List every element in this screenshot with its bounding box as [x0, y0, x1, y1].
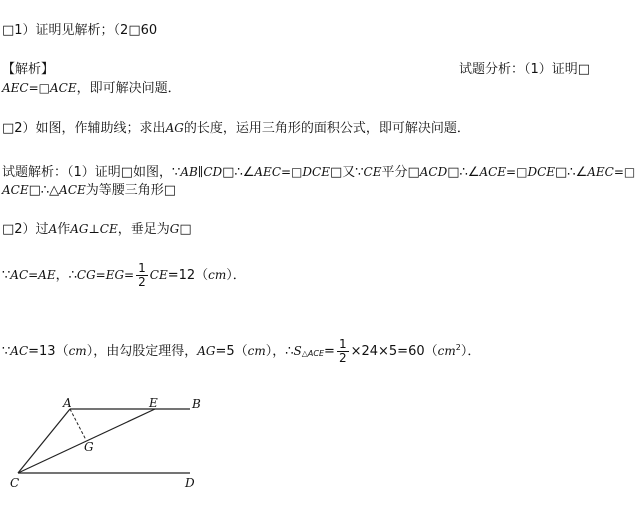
solution-math: AG⊥CE — [70, 222, 118, 236]
solution-text: □∴∠ — [555, 165, 588, 180]
answer-text: □1）证明见解析；（2□60 — [2, 23, 158, 38]
solution-text: 试题解析：（1）证明□如图，∵ — [2, 165, 181, 180]
solution-math: AEC=□DCE — [254, 165, 330, 179]
fraction-numerator: 1 — [138, 261, 146, 275]
solution-text: □∴∠ — [447, 165, 480, 180]
solution-text: □∴∠ — [222, 165, 255, 180]
solution-text: ，∴ — [55, 268, 77, 283]
label-c: C — [10, 476, 20, 490]
solution-math: CE — [149, 268, 168, 282]
hint-text: ，即可解决问题． — [76, 81, 181, 96]
solution-text: ），∴ — [265, 344, 294, 359]
solution-text: ，垂足为 — [117, 222, 170, 237]
solution-text: ×24×5=60（ — [350, 344, 438, 359]
solution-math: AG — [197, 344, 216, 358]
solution-text: 作 — [57, 222, 71, 237]
solution-math: ACE — [2, 183, 29, 197]
solution-text: □又∵ — [329, 165, 364, 180]
fraction-denominator: 2 — [338, 351, 347, 365]
label-a: A — [63, 396, 72, 410]
analysis-part2-ag: AG — [165, 121, 184, 135]
label-e: E — [149, 396, 158, 410]
fraction-denominator: 2 — [138, 275, 146, 289]
solution-math: AB∥CD — [180, 165, 223, 179]
solution-math: S — [293, 344, 302, 358]
solution-math: ACD — [419, 165, 448, 179]
solution-text: ）． — [226, 268, 246, 283]
label-b: B — [192, 397, 201, 411]
analysis-heading-text: 【解析】 — [2, 62, 55, 77]
solution-text: ∵ — [2, 344, 11, 359]
solution-text: ），由勾股定理得， — [86, 344, 198, 359]
solution-text: ）． — [460, 344, 481, 359]
solution-math: CG=EG= — [76, 268, 135, 282]
label-d: D — [185, 476, 195, 490]
hint-math: AEC=□ACE — [2, 81, 77, 95]
segment-ac — [18, 409, 70, 473]
unit: cm — [208, 268, 227, 282]
solution-text: 平分□ — [381, 165, 420, 180]
solution-text: 为等腰三角形□ — [85, 183, 177, 198]
solution-text: =13（ — [28, 344, 69, 359]
solution-text: □ — [179, 222, 192, 237]
solution-math: G — [169, 222, 180, 236]
solution-math: AEC=□ — [587, 165, 635, 179]
solution-text: ∵ — [2, 268, 11, 283]
solution-text: = — [324, 344, 335, 359]
fraction-numerator: 1 — [338, 337, 347, 351]
segment-ag-dashed — [70, 409, 86, 440]
solution-math: AC=AE — [10, 268, 56, 282]
solution-math: ACE=□DCE — [479, 165, 556, 179]
label-g: G — [84, 440, 94, 454]
analysis-part2-a: □2）如图，作辅助线；求出 — [2, 121, 166, 136]
solution-text: □2）过 — [2, 222, 49, 237]
solution-math: A — [48, 222, 58, 236]
solution-text: =5（ — [215, 344, 248, 359]
analysis-hint-text: 试题分析：（1）证明□ — [459, 62, 591, 77]
solution-math: CE — [363, 165, 382, 179]
solution-text: □∴△ — [28, 183, 60, 198]
subscript: △ACE — [301, 349, 325, 358]
unit: cm — [437, 344, 456, 358]
solution-text: =12（ — [167, 268, 209, 283]
superscript: 2 — [455, 343, 461, 352]
analysis-part2-b: 的长度，运用三角形的面积公式，即可解决问题． — [183, 121, 470, 136]
unit: cm — [247, 344, 266, 358]
unit: cm — [68, 344, 87, 358]
solution-math: AC — [10, 344, 29, 358]
solution-math: ACE — [59, 183, 86, 197]
